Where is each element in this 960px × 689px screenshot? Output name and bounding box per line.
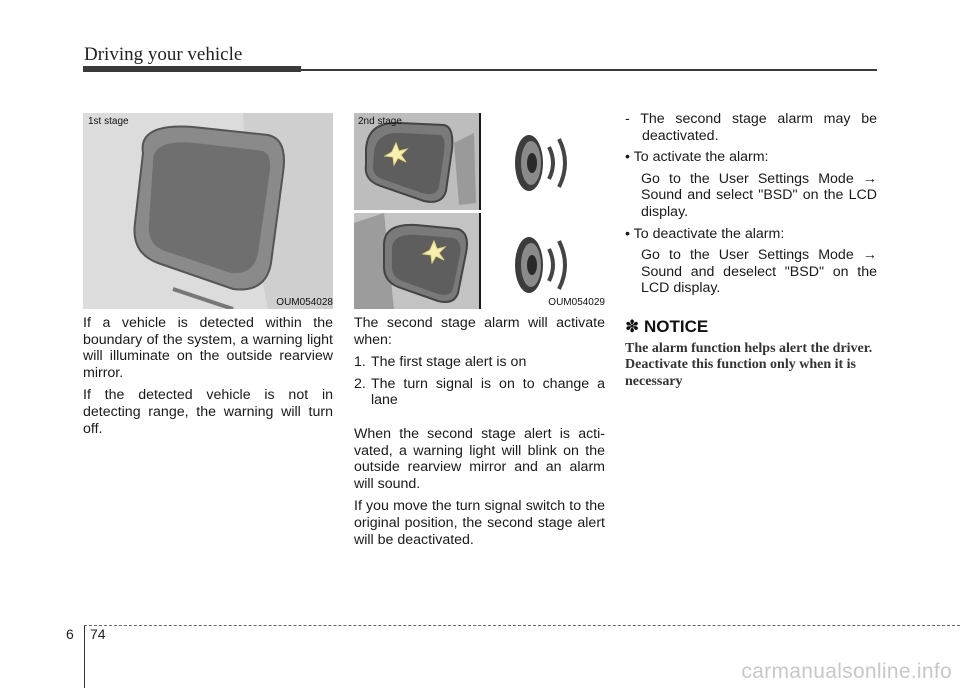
mirror-light-icon xyxy=(354,213,479,309)
header-rule-thin xyxy=(301,69,877,71)
list-item xyxy=(354,376,605,409)
list-text: The first stage alert is on xyxy=(371,354,527,371)
list-number: 2. xyxy=(354,375,366,392)
footer-dotted-rule xyxy=(84,625,960,626)
col1-text xyxy=(83,315,333,437)
paragraph: If a vehicle is detected within the boundary of the system, a warning light will illuminate on the outside rearview mirror. xyxy=(83,315,333,381)
paragraph: If the detected vehicle is not in detecting range, the warning will turn off. xyxy=(83,387,333,437)
speaker-panel-top xyxy=(481,113,605,210)
notice-star-icon: ✽ xyxy=(625,316,640,336)
notice-heading xyxy=(625,317,877,337)
chapter-number: 6 xyxy=(66,626,74,642)
figure-2nd-stage xyxy=(354,113,605,309)
mirror-illustration xyxy=(83,113,333,309)
speaker-icon xyxy=(481,113,605,210)
figure-1st-stage xyxy=(83,113,333,309)
col3-text xyxy=(625,111,877,390)
figure-code: OUM054029 xyxy=(548,297,605,308)
col2-text xyxy=(354,315,605,548)
speaker-panel-bottom xyxy=(481,213,605,309)
notice-body: The alarm function helps alert the driver. Deactivate this function only when it is necessary xyxy=(625,340,873,389)
paragraph: If you move the turn signal switch to the original position, the second stage alert will be deactivated. xyxy=(354,498,605,548)
mirror-panel-bottom xyxy=(354,213,479,309)
bullet-body: Go to the User Settings Mode → Sound and select "BSD" on the LCD display. xyxy=(641,170,877,220)
speaker-icon xyxy=(481,213,605,309)
mirror-light-icon xyxy=(354,113,479,210)
footer-vertical-rule xyxy=(84,626,85,688)
figure-label: 1st stage xyxy=(88,116,129,127)
bullet-lead: • To activate the alarm: xyxy=(625,149,769,166)
notice-title: NOTICE xyxy=(643,316,709,336)
list-number: 1. xyxy=(354,354,366,371)
paragraph: When the second stage alert is acti-vated, a warning light will blink on the outside rearview mirror and an alarm will sound. xyxy=(354,425,605,492)
page-header-title: Driving your vehicle xyxy=(84,44,243,65)
list-text: The turn signal is on to change a lane xyxy=(371,375,605,409)
mirror-panel-top xyxy=(354,113,479,210)
bullet-lead: • To deactivate the alarm: xyxy=(625,225,785,242)
bullet-body: Go to the User Settings Mode → Sound and deselect "BSD" on the LCD display. xyxy=(641,247,877,297)
list-item xyxy=(354,354,605,371)
header-rule-thick xyxy=(83,66,301,72)
figure-label: 2nd stage xyxy=(358,116,402,127)
figure-code: OUM054028 xyxy=(276,297,333,308)
page-number: 74 xyxy=(90,626,106,642)
notice-box xyxy=(625,317,877,391)
watermark: carmanualsonline.info xyxy=(741,660,952,683)
dash-item: - The second stage alarm may be deactivated. xyxy=(625,111,877,144)
paragraph-intro: The second stage alarm will activate when: xyxy=(354,315,605,348)
